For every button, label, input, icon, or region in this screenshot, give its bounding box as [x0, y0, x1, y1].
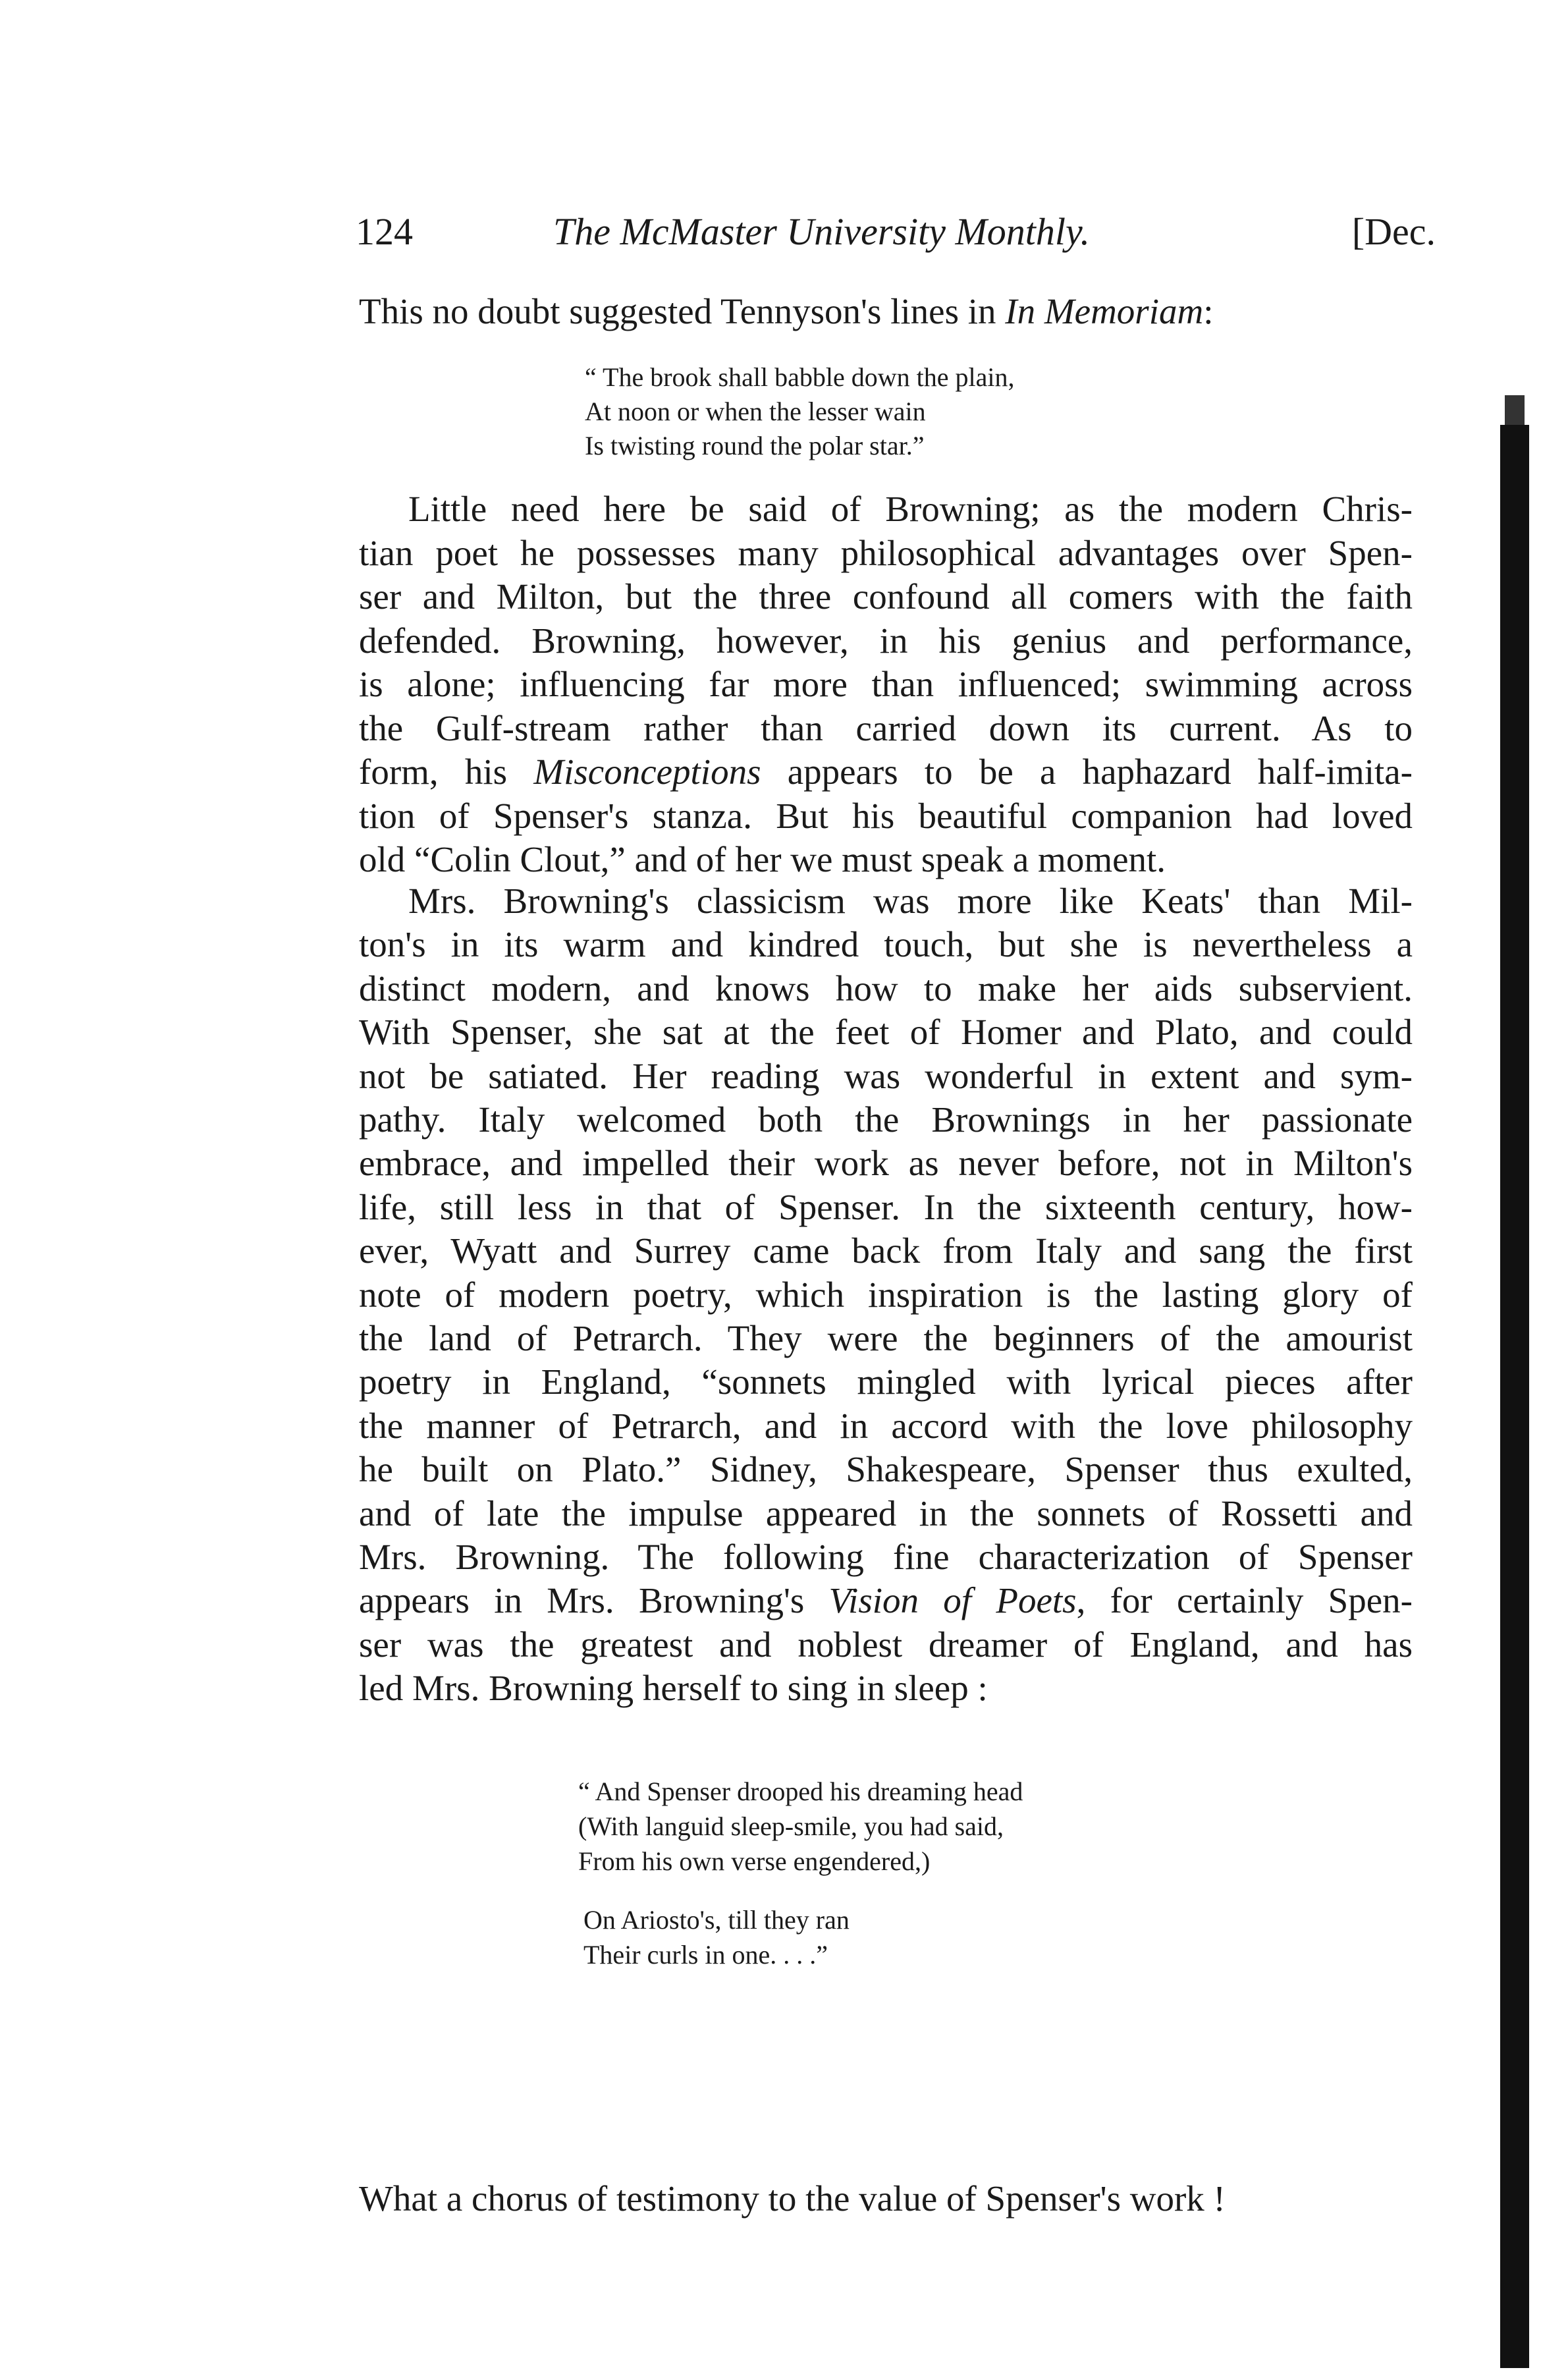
text-line: ser was the greatest and noblest dreamer of England, and has [359, 1624, 1413, 1665]
text-line: distinct modern, and knows how to make her aids subservient. [359, 968, 1413, 1008]
verse-line: At noon or when the lesser wain [585, 397, 926, 426]
text-line: not be satiated. Her reading was wonderful in extent and sym- [359, 1055, 1413, 1096]
scan-edge-shadow [1500, 425, 1529, 2368]
text-line: is alone; influencing far more than influenced; swimming across [359, 664, 1413, 704]
page-number: 124 [356, 210, 413, 253]
text-line: With Spenser, she sat at the feet of Homer and Plato, and could [359, 1012, 1413, 1053]
text-line: the manner of Petrarch, and in accord with the love philosophy [359, 1405, 1413, 1446]
text-line: pathy. Italy welcomed both the Brownings in her passionate [359, 1099, 1413, 1140]
verse-line: “ The brook shall babble down the plain, [585, 362, 1015, 392]
text-line: embrace, and impelled their work as never before, not in Milton's [359, 1143, 1413, 1184]
text-line: he built on Plato.” Sidney, Shakespeare, Spenser thus exulted, [359, 1449, 1413, 1490]
italic-title: Vision of Poets [828, 1580, 1077, 1621]
italic-title: In Memoriam [1005, 291, 1204, 331]
running-header [356, 209, 1436, 262]
text-line: ser and Milton, but the three confound all comers with the faith [359, 576, 1413, 617]
text-line: Mrs. Browning's classicism was more like Keats' than Mil- [408, 881, 1413, 921]
verse-line: From his own verse engendered,) [578, 1846, 931, 1876]
text-line: defended. Browning, however, in his genius and performance, [359, 620, 1413, 661]
text-line: ton's in its warm and kindred touch, but she is nevertheless a [359, 924, 1413, 965]
intro-line: This no doubt suggested Tennyson's lines in In Memoriam: [359, 291, 1214, 331]
verse-line: (With languid sleep-smile, you had said, [578, 1811, 1004, 1841]
verse-line: Is twisting round the polar star.” [585, 431, 925, 460]
text-line: tion of Spenser's stanza. But his beautiful companion had loved [359, 795, 1413, 836]
text-line: and of late the impulse appeared in the sonnets of Rossetti and [359, 1493, 1413, 1533]
text-line: Mrs. Browning. The following fine characterization of Spenser [359, 1537, 1413, 1577]
text-line: the land of Petrarch. They were the beginners of the amourist [359, 1318, 1413, 1358]
text-line: tian poet he possesses many philosophical advantages over Spen- [359, 532, 1413, 573]
text-line: old “Colin Clout,” and of her we must speak a moment. [359, 839, 1166, 879]
issue-month: [Dec. [1351, 210, 1436, 253]
verse-line: On Ariosto's, till they ran [583, 1905, 850, 1935]
verse-line: Their curls in one. . . .” [583, 1940, 828, 1970]
closing-line: What a chorus of testimony to the value of Spenser's work ! [359, 2178, 1226, 2219]
text-line: led Mrs. Browning herself to sing in sleep : [359, 1668, 988, 1709]
text-line: the Gulf-stream rather than carried down its current. As to [359, 707, 1413, 748]
text-line: appears in Mrs. Browning's Vision of Poets, for certainly Spen- [359, 1580, 1413, 1621]
text-line: poetry in England, “sonnets mingled with lyrical pieces after [359, 1362, 1413, 1402]
text-line: life, still less in that of Spenser. In the sixteenth century, how- [359, 1186, 1413, 1227]
text-line: ever, Wyatt and Surrey came back from Italy and sang the first [359, 1230, 1413, 1271]
verse-line: “ And Spenser drooped his dreaming head [578, 1777, 1023, 1806]
italic-title: Misconceptions [533, 752, 761, 792]
text-line: form, his Misconceptions appears to be a haphazard half-imita- [359, 752, 1413, 792]
text-line: Little need here be said of Browning; as the modern Chris- [408, 489, 1413, 529]
journal-title: The McMaster University Monthly. [553, 210, 1091, 253]
text-line: note of modern poetry, which inspiration is the lasting glory of [359, 1274, 1413, 1315]
